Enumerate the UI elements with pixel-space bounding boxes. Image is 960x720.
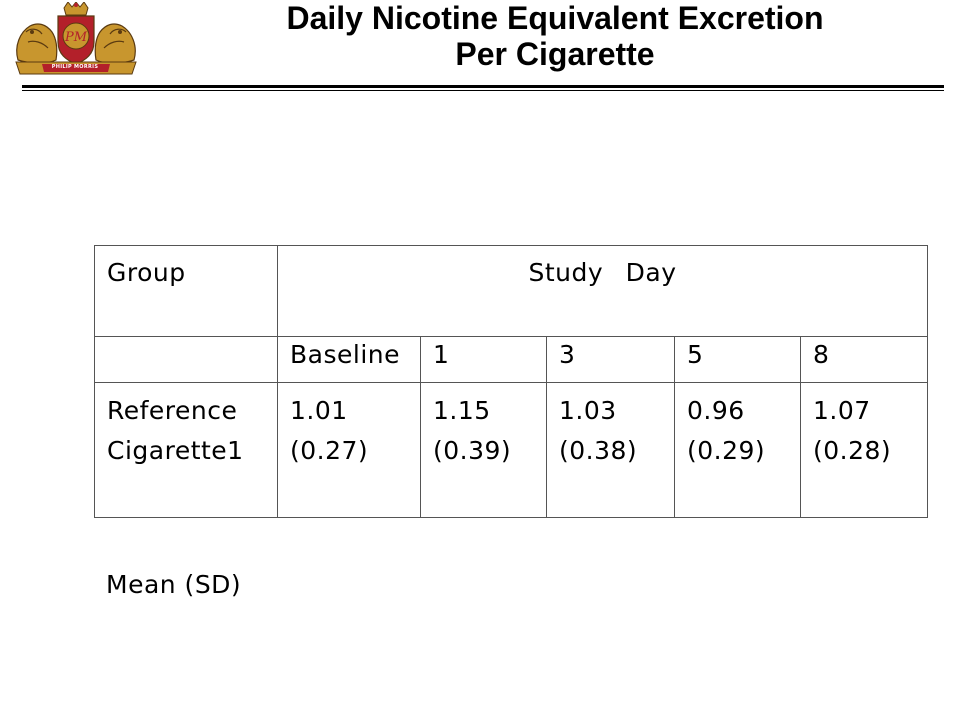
value-cell-day-8 xyxy=(801,383,928,518)
sd-value: (0.29) xyxy=(687,436,766,465)
logo-banner-text: PHILIP MORRIS xyxy=(51,64,99,70)
value-cell-day-5 xyxy=(675,383,801,518)
title-line-1: Daily Nicotine Equivalent Excretion xyxy=(286,0,824,36)
day-header-8: 8 xyxy=(801,337,928,383)
sd-value: (0.39) xyxy=(433,436,512,465)
logo-monogram: PM xyxy=(64,30,88,45)
day-header-1: 1 xyxy=(421,337,547,383)
title-underline xyxy=(22,85,944,88)
table-row xyxy=(95,383,928,518)
value-cell-baseline xyxy=(278,383,421,518)
mean-value: 1.03 xyxy=(559,396,617,425)
value-cell-day-3 xyxy=(547,383,675,518)
mean-value: 1.07 xyxy=(813,396,871,425)
day-row-empty-cell xyxy=(95,337,278,383)
group-name-line-1: Reference xyxy=(107,396,238,425)
footnote-mean-sd: Mean (SD) xyxy=(106,570,242,599)
mean-value: 0.96 xyxy=(687,396,745,425)
title-line-2: Per Cigarette xyxy=(455,36,655,72)
philip-morris-crest-logo xyxy=(8,2,144,80)
title-underline-thin xyxy=(22,90,944,91)
study-day-label: Study Day xyxy=(528,258,677,287)
mean-value: 1.15 xyxy=(433,396,491,425)
day-header-5: 5 xyxy=(675,337,801,383)
value-cell-day-1 xyxy=(421,383,547,518)
header-study-day-cell xyxy=(278,246,928,337)
sd-value: (0.28) xyxy=(813,436,892,465)
day-header-baseline: Baseline xyxy=(278,337,421,383)
header-group-cell: Group xyxy=(95,246,278,337)
table-header-row xyxy=(95,246,928,337)
day-header-3: 3 xyxy=(547,337,675,383)
mean-value: 1.01 xyxy=(290,396,348,425)
sd-value: (0.38) xyxy=(559,436,638,465)
excretion-table xyxy=(94,245,928,518)
table-day-row xyxy=(95,337,928,383)
group-name-line-2: Cigarette1 xyxy=(107,436,244,465)
sd-value: (0.27) xyxy=(290,436,369,465)
page-title xyxy=(150,0,960,72)
group-name-cell xyxy=(95,383,278,518)
